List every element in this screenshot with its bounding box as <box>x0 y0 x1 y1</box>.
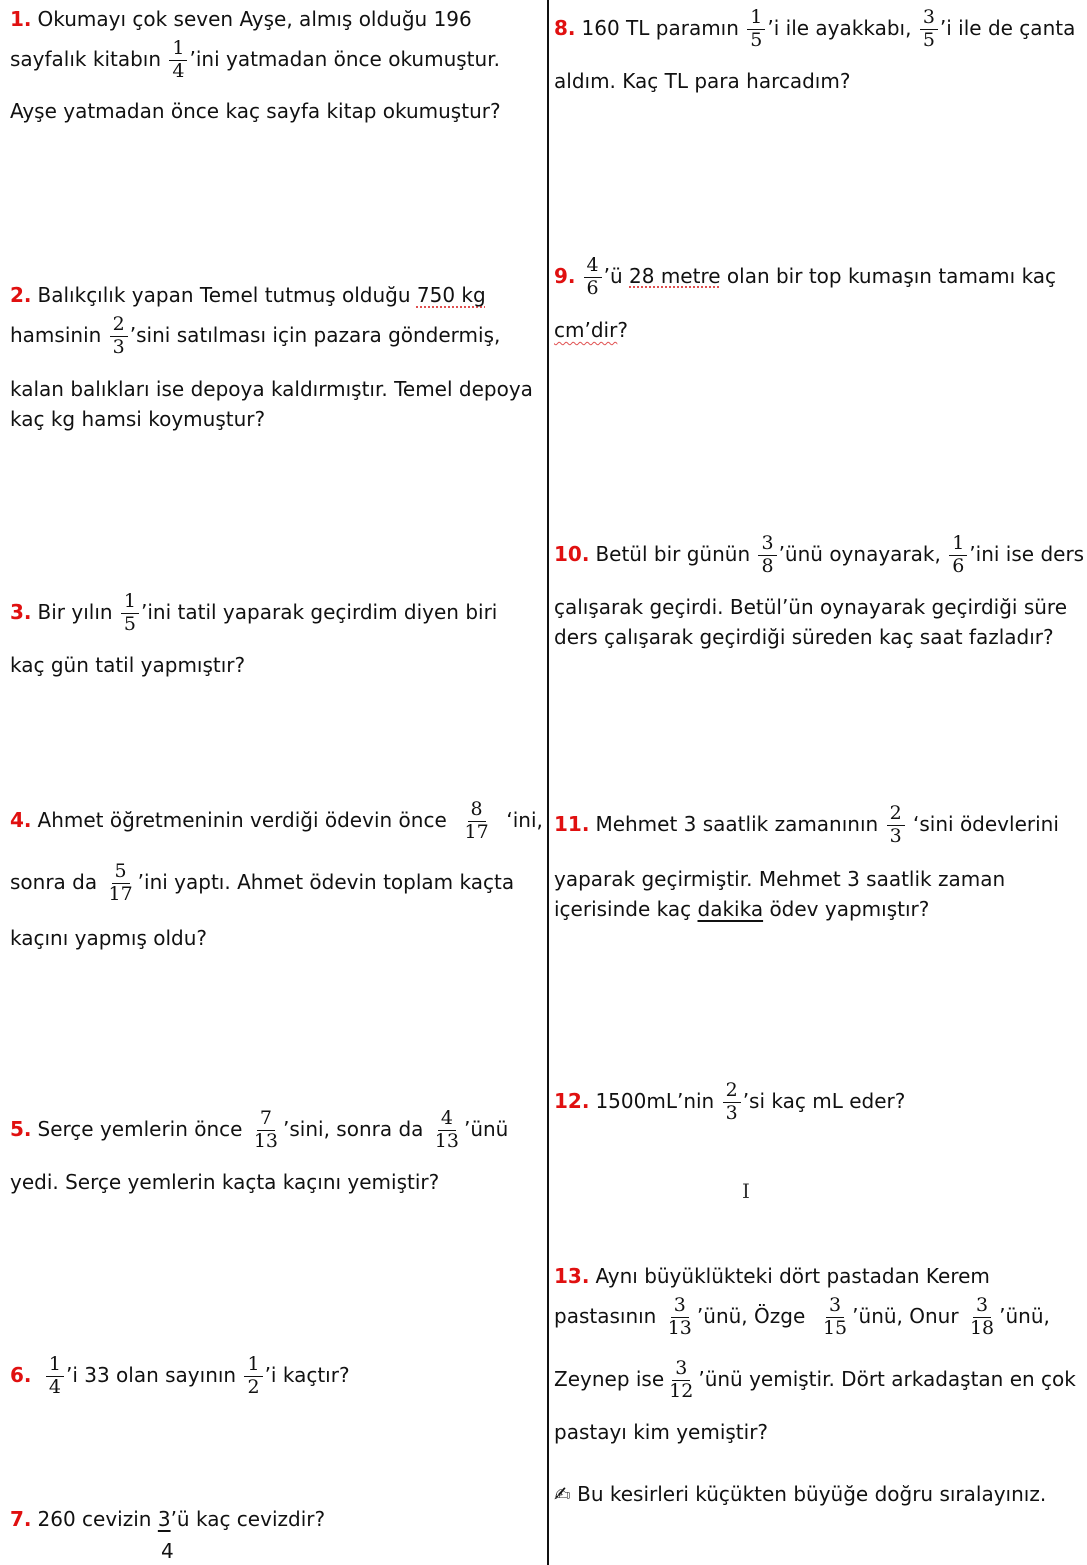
question-text: ‘ini, <box>506 807 543 832</box>
spell-flag: cm’dir <box>554 318 618 342</box>
fraction: $\frac{8}{17}$ <box>464 798 489 843</box>
question-number: 2. <box>10 283 32 307</box>
question-text: ’ini yatmadan önce okumuştur. <box>189 46 500 71</box>
question-text: ’si kaç mL eder? <box>742 1088 906 1113</box>
question-number: 3. <box>10 599 32 624</box>
question-text: Okumayı çok seven Ayşe, almış olduğu 196 <box>37 7 472 31</box>
question-number: 4. <box>10 807 32 832</box>
column-divider <box>547 0 549 1565</box>
fraction: $\frac{3}{13}$ <box>667 1294 692 1339</box>
question-text: kalan balıkları ise depoya kaldırmıştır. Temel depoya <box>10 377 533 401</box>
fraction: $\frac{3}{5}$ <box>920 8 938 51</box>
fraction: $\frac{7}{13}$ <box>253 1107 279 1152</box>
question-text: ’ü kaç cevizdir? <box>170 1507 326 1531</box>
question-text: ’ünü, <box>999 1303 1050 1328</box>
question-text: kaç gün tatil yapmıştır? <box>10 653 246 677</box>
fraction: $\frac{3}{12}$ <box>669 1357 694 1402</box>
question-text: Ayşe yatmadan önce kaç sayfa kitap okumuştur? <box>10 99 501 123</box>
question-text: Serçe yemlerin önce <box>37 1116 243 1141</box>
question-text: olan bir top kumaşın tamamı kaç <box>726 263 1057 288</box>
question-text: ’ini yaptı. Ahmet ödevin toplam kaçta <box>137 869 515 894</box>
question-text: Betül bir günün <box>595 541 751 566</box>
question-text: ’i 33 olan sayının <box>65 1362 237 1387</box>
fraction: $\frac{1}{4}$ <box>169 39 187 82</box>
question-text: Balıkçılık yapan Temel tutmuş olduğu <box>37 283 411 307</box>
text-cursor-icon: I <box>742 1179 750 1203</box>
question-text: ’sini satılması için pazara göndermiş, <box>129 322 501 347</box>
question-text: Bir yılın <box>37 599 113 624</box>
question-number: 10. <box>554 541 590 566</box>
question-text: ’ini ise ders <box>969 541 1085 566</box>
question-text: pastayı kim yemiştir? <box>554 1420 769 1444</box>
question-number: 1. <box>10 7 32 31</box>
question-number: 13. <box>554 1264 590 1288</box>
question-text: çalışarak geçirdi. Betül’ün oynayarak geçirdiği süre <box>554 595 1067 619</box>
fraction: $\frac{1}{5}$ <box>747 8 765 51</box>
question-text: pastasının <box>554 1303 657 1328</box>
question-text: hamsinin <box>10 322 102 347</box>
question-text: ’i kaçtır? <box>264 1362 350 1387</box>
question-text: Mehmet 3 saatlik zamanının <box>595 811 879 836</box>
question-text: Bu kesirleri küçükten büyüğe doğru sıralayınız. <box>577 1482 1047 1506</box>
question-text: aldım. Kaç TL para harcadım? <box>554 69 851 93</box>
fraction: $\frac{5}{17}$ <box>108 860 133 905</box>
question-text: Zeynep ise <box>554 1366 665 1391</box>
question-text: içerisinde kaç <box>554 897 692 921</box>
spell-flag: 28 metre <box>629 263 721 288</box>
question-number: 7. <box>10 1507 32 1531</box>
question-text: ’ünü, Onur <box>852 1303 959 1328</box>
question-text: ’ünü oynayarak, <box>778 541 941 566</box>
fraction: $\frac{3}{15}$ <box>822 1294 848 1339</box>
question-text: kaçını yapmış oldu? <box>10 926 208 950</box>
question-text: ’ini tatil yaparak geçirdim diyen biri <box>141 599 498 624</box>
question-text: ’i ile de çanta <box>939 15 1076 40</box>
fraction: $\frac{1}{4}$ <box>46 1355 64 1398</box>
question-text: ’ünü yemiştir. Dört arkadaştan en çok <box>698 1366 1076 1391</box>
question-number: 11. <box>554 811 590 836</box>
fraction: $\frac{1}{2}$ <box>244 1355 262 1398</box>
question-text: ? <box>617 318 628 342</box>
fraction: $\frac{4}{13}$ <box>434 1107 459 1152</box>
fraction: $\frac{3}{18}$ <box>969 1294 995 1339</box>
fraction-numerator: 3 <box>157 1507 171 1531</box>
question-text: yedi. Serçe yemlerin kaçta kaçını yemiştir? <box>10 1170 440 1194</box>
question-text: ’ü <box>603 263 623 288</box>
question-text: ’ünü <box>463 1116 509 1141</box>
fraction: $\frac{2}{3}$ <box>110 315 128 358</box>
question-text: yaparak geçirmiştir. Mehmet 3 saatlik zaman <box>554 867 1006 891</box>
question-text: sayfalık kitabın <box>10 46 162 71</box>
question-text: ödev yapmıştır? <box>769 897 930 921</box>
fraction-denominator: 4 <box>161 1539 174 1563</box>
fraction: $\frac{2}{3}$ <box>887 804 905 847</box>
underlined-word: dakika <box>697 897 764 921</box>
writing-hand-icon: ✍ <box>554 1482 571 1506</box>
fraction: $\frac{2}{3}$ <box>723 1081 741 1124</box>
question-text: ‘sini ödevlerini <box>913 811 1059 836</box>
question-text: ’ünü, Özge <box>696 1303 806 1328</box>
fraction: $\frac{3}{8}$ <box>758 534 776 577</box>
question-text: sonra da <box>10 869 98 894</box>
fraction: $\frac{4}{6}$ <box>584 256 602 299</box>
question-text: Ahmet öğretmeninin verdiği ödevin önce <box>37 807 447 832</box>
question-number: 8. <box>554 15 576 40</box>
question-text: kaç kg hamsi koymuştur? <box>10 407 266 431</box>
question-text: ders çalışarak geçirdiği süreden kaç saat fazladır? <box>554 625 1054 649</box>
question-number: 12. <box>554 1088 590 1113</box>
fraction: $\frac{1}{6}$ <box>949 534 967 577</box>
fraction: $\frac{1}{5}$ <box>121 592 139 635</box>
question-number: 9. <box>554 263 576 288</box>
question-text: ’i ile ayakkabı, <box>767 15 912 40</box>
question-number: 5. <box>10 1116 32 1141</box>
question-number: 6. <box>10 1362 32 1387</box>
question-text: 1500mL’nin <box>595 1088 715 1113</box>
question-text: ’sini, sonra da <box>283 1116 424 1141</box>
question-text: 160 TL paramın <box>581 15 739 40</box>
spell-flag: 750 kg <box>416 283 486 307</box>
question-text: 260 cevizin <box>37 1507 152 1531</box>
question-text: Aynı büyüklükteki dört pastadan Kerem <box>595 1264 990 1288</box>
